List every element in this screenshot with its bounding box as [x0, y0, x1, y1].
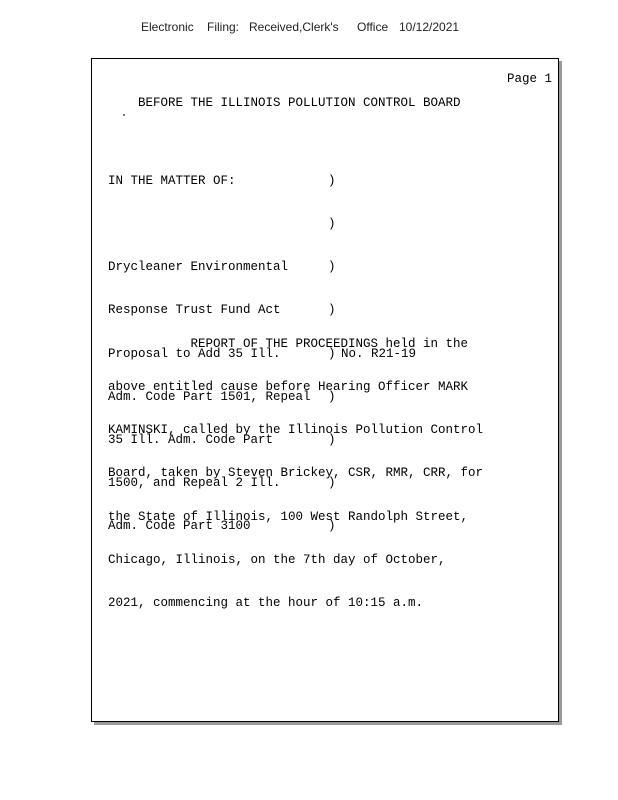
- proceedings-paragraph: [108, 308, 548, 639]
- electronic-filing-stamp: [0, 20, 618, 36]
- caption-bracket: ): [328, 389, 336, 404]
- caption-left-text: 1500, and Repeal 2 Ill.: [108, 476, 281, 491]
- caption-bracket: ): [328, 519, 336, 534]
- proceedings-line: 2021, commencing at the hour of 10:15 a.m.: [108, 596, 424, 611]
- filing-stamp-received: Received,Clerk's: [249, 20, 339, 34]
- stray-mark: [123, 114, 125, 116]
- proceedings-line: KAMINSKI, called by the Illinois Pollution Control: [108, 423, 484, 438]
- caption-row: [108, 217, 336, 232]
- caption-left-text: 35 Ill. Adm. Code Part: [108, 433, 274, 448]
- caption-left-text: Adm. Code Part 3100: [108, 519, 251, 534]
- case-number: No. R21-19: [341, 346, 417, 361]
- caption-left-text: Proposal to Add 35 Ill.: [108, 346, 281, 361]
- caption-row: [108, 173, 336, 188]
- proceedings-line: above entitled cause before Hearing Officer MARK: [108, 380, 469, 395]
- proceedings-line: REPORT OF THE PROCEEDINGS held in the: [108, 336, 469, 351]
- filing-stamp-filing: Filing:: [207, 20, 240, 34]
- page-number: Page 1: [506, 72, 552, 86]
- proceedings-line: Chicago, Illinois, on the 7th day of October,: [108, 552, 446, 567]
- caption-bracket: ): [328, 303, 336, 318]
- caption-bracket: ): [328, 346, 336, 361]
- proceedings-line: the State of Illinois, 100 West Randolph Street,: [108, 509, 469, 524]
- caption-bracket: ): [328, 260, 336, 275]
- filing-stamp-electronic: Electronic: [141, 20, 194, 34]
- proceedings-line: Board, taken by Steven Brickey, CSR, RMR, CRR, for: [108, 466, 484, 481]
- caption-left-text: Drycleaner Environmental: [108, 260, 289, 275]
- caption-bracket: ): [328, 433, 336, 448]
- transcript-page: [91, 58, 559, 722]
- board-title: BEFORE THE ILLINOIS POLLUTION CONTROL BOARD: [138, 96, 461, 110]
- caption-left-text: Adm. Code Part 1501, Repeal: [108, 389, 311, 404]
- caption-bracket: ): [328, 476, 336, 491]
- caption-bracket: ): [328, 173, 336, 188]
- caption-row: [108, 260, 336, 275]
- caption-left-text: Response Trust Fund Act: [108, 303, 281, 318]
- caption-left-text: IN THE MATTER OF:: [108, 173, 236, 188]
- filing-stamp-office: Office: [357, 20, 389, 34]
- caption-bracket: ): [328, 217, 336, 232]
- filing-stamp-date: 10/12/2021: [399, 20, 460, 34]
